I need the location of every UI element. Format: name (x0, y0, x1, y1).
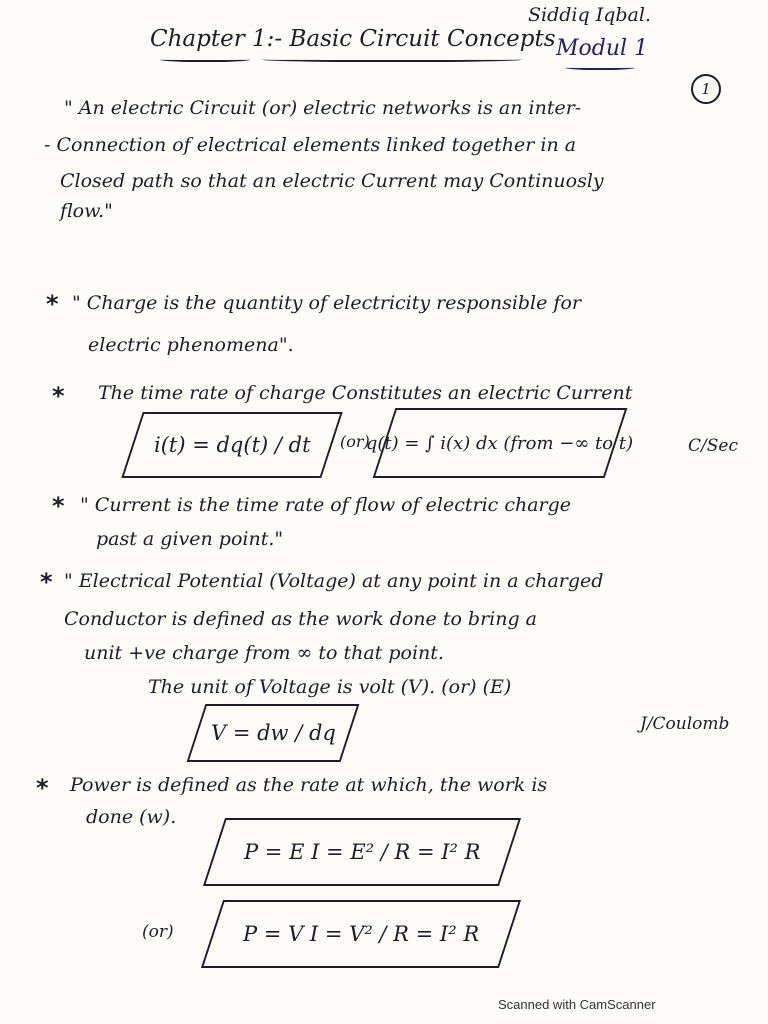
current-def-line-1: " Current is the time rate of flow of electric charge (80, 494, 572, 516)
bullet-star-icon: * (52, 382, 65, 410)
voltage-line-4: The unit of Voltage is volt (V). (or) (E) (148, 676, 512, 698)
or-label: (or) (340, 432, 370, 451)
page-title: Chapter 1:- Basic Circuit Concepts (150, 26, 556, 52)
charge-line-2: electric phenomena". (88, 334, 294, 356)
current-def-line-2: past a given point." (96, 528, 284, 550)
charge-line-1: " Charge is the quantity of electricity responsible for (72, 292, 581, 314)
intro-line-1: " An electric Circuit (or) electric networks is an inter- (64, 97, 582, 119)
current-formula-box (121, 412, 342, 478)
page-number: 1 (691, 74, 721, 104)
title-underline (160, 56, 250, 62)
module-underline (565, 64, 635, 70)
current-formula: i(t) = dq(t) / dt (153, 433, 311, 457)
voltage-unit: J/Coulomb (640, 714, 730, 734)
current-unit: C/Sec (688, 436, 738, 456)
charge-integral-formula: q(t) = ∫ i(x) dx (from −∞ to t) (366, 432, 634, 454)
intro-line-4: flow." (60, 200, 113, 222)
module-label: Modul 1 (556, 36, 649, 61)
charge-integral-box (366, 408, 634, 478)
voltage-line-3: unit +ve charge from ∞ to that point. (84, 642, 444, 664)
power-formula-box-1 (203, 818, 521, 886)
power-line-1: Power is defined as the rate at which, the work is (70, 774, 548, 796)
power-formula-box-2 (201, 900, 521, 968)
scanner-watermark: Scanned with CamScanner (498, 997, 656, 1012)
bullet-star-icon: * (36, 774, 49, 802)
power-formula-1: P = E I = E² / R = I² R (243, 840, 481, 864)
voltage-formula-box (187, 704, 360, 762)
power-formula-2: P = V I = V² / R = I² R (242, 922, 480, 946)
intro-line-2: - Connection of electrical elements linked together in a (44, 134, 577, 156)
current-line-1: The time rate of charge Constitutes an electric Current (98, 382, 633, 404)
power-line-2: done (w). (86, 806, 177, 828)
voltage-formula: V = dw / dq (210, 721, 336, 745)
voltage-line-2: Conductor is defined as the work done to bring a (64, 608, 538, 630)
power-or-label: (or) (142, 922, 174, 942)
intro-line-3: Closed path so that an electric Current may Continuosly (60, 170, 604, 192)
voltage-line-1: " Electrical Potential (Voltage) at any point in a charged (64, 570, 604, 592)
bullet-star-icon: * (40, 568, 53, 596)
title-underline-2 (262, 56, 522, 62)
bullet-star-icon: * (46, 290, 59, 318)
author-name: Siddiq Iqbal. (528, 4, 651, 26)
bullet-star-icon: * (52, 492, 65, 520)
